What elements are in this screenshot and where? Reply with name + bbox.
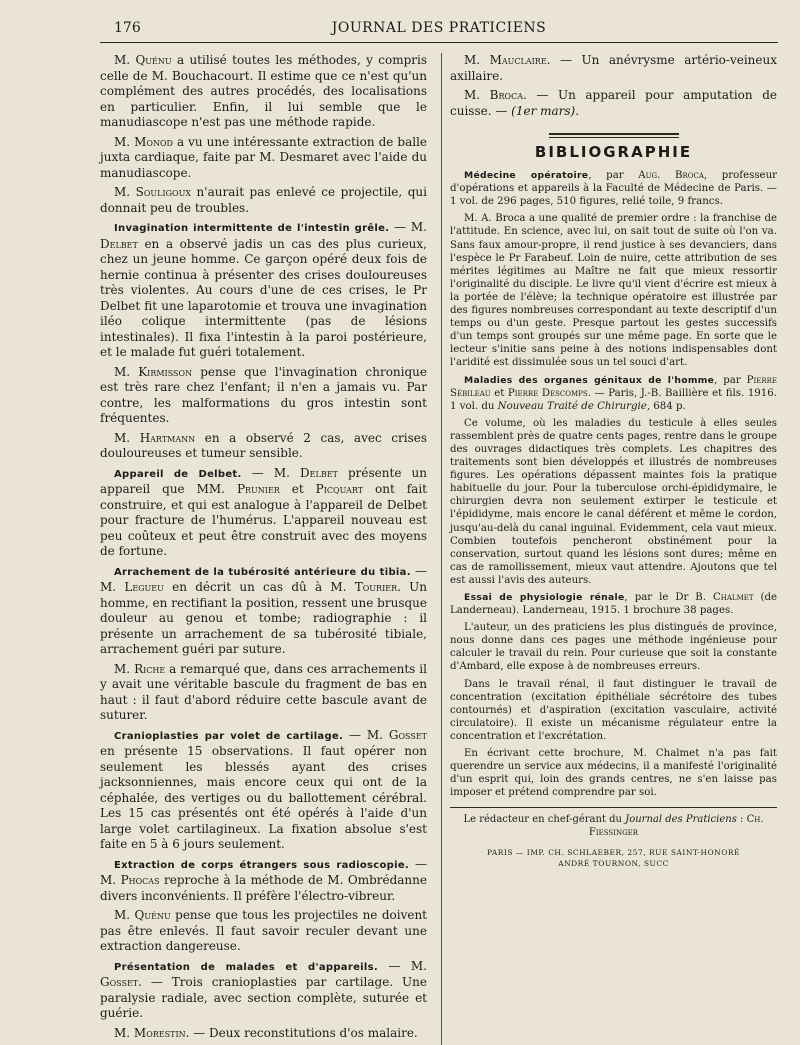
section-heading: Invagination intermittente de l'intestin grêle. — [114, 223, 390, 234]
book-review: En écrivant cette brochure, M. Chalmet n'a pas fait querendre un service aux médecins, il a manifesté l'originalité d'un esprit qui, loin des grands centres, ne s'en laisse pas imposer et prétend comprendre par soi. — [450, 748, 777, 799]
paragraph: M. Souligoux n'aurait pas enlevé ce projectile, qui donnait peu de troubles. — [100, 185, 427, 215]
section-paragraph: Cranioplasties par volet de cartilage. — M. Gosset en présente 15 observations. Il faut opérer non seulement les blessés ayant des crises jacksonniennes, mais encore ceux qui ont de la céphalée, des vertiges ou du ballottement cérébral. Les 15 cas présentés ont été opérés à l'aide d'un large volet cartilagineux. La fixation absolue s'est faite en 5 à 6 jours seulement. — [100, 727, 427, 851]
book-title: Essai de physiologie rénale — [464, 592, 625, 603]
book-review: M. A. Broca a une qualité de premier ordre : la franchise de l'attitude. En science, avec lui, on sait tout de suite où l'on va. Sans faux amour-propre, il rend justice à ses devanciers, dans l'espèce le Pr Farabeuf. Loin de nuire, cette attribution de ses mérites légitimes au Maître ne fait que mieux ressortir l'originalité du disciple. Le livre qu'il vient d'écrire est mieux à la portée de l'élève; la technique opératoire est illustrée par des figures nombreuses correspondant au texte descriptif d'un temps ou d'un geste. Presque partout les gestes successifs d'un temps sont groupés sur une même page. En sorte que le lecteur s'initie sans peine à des notions indispensables dont l'aridité est dissimulée sous un tel souci d'art. — [450, 213, 777, 369]
paragraph: M. Mauclaire. — Un anévrysme artério-veineux axillaire. — [450, 53, 777, 83]
paragraph: M. Hartmann en a observé 2 cas, avec crises douloureuses et tumeur sensible. — [100, 430, 427, 460]
paragraph: M. Morestin. — Deux reconstitutions d'os malaire. — [114, 1025, 418, 1040]
book-entry: Maladies des organes génitaux de l'homme, par Pierre Sébileau et Pierre Descomps. — Paris, J.-B. Baillière et fils. 1916. 1 vol. du Nouveau Traité de Chirurgie, 684 p. — [450, 374, 777, 412]
book-entry: Essai de physiologie rénale, par le Dr B. Chalmet (de Landerneau). Landerneau, 1915. 1 brochure 38 pages. — [450, 592, 777, 617]
paragraph: M. Riche a remarqué que, dans ces arrachements il y avait une véritable bascule du fragment de bas en haut : il faut d'abord réduire cette bascule avant de suturer. — [100, 661, 427, 722]
right-column — [441, 53, 777, 1045]
page-header — [100, 18, 778, 43]
paragraph: M. Kirmisson pense que l'invagination chronique est très rare chez l'enfant; il n'en a jamais vu. Par contre, les malformations du gros intestin sont fréquentes. — [100, 364, 428, 425]
paragraph: M. Broca. — Un appareil pour amputation de cuisse. — (1er mars). — [450, 88, 777, 118]
book-review: Ce volume, où les maladies du testicule à elles seules rassemblent près de quatre cents pages, rentre dans le groupe des ouvrages didactiques très complets. Les chapitres des traitements sont bien développés et illustrés de nombreuses figures. Les opérations dépassent maintes fois la pratique habituelle du jour. Pour la tuberculose orchi-épididymaire, le chirurgien devra non seulement extirper le testicule et l'épididyme, mais encore le canal déférent et même le cordon, jusqu'au-delà du canal inguinal. Evidemment, cela vaut mieux. Combien toutefois pencheront obstinément pour la conservation, surtout quand les lésions sont dures; même en cas de ramollissement, mieux vaut attendre. Ajoutons que tel est aussi l'avis des auteurs. — [450, 417, 777, 586]
section-heading: Extraction de corps étrangers sous radioscopie. — [114, 859, 410, 871]
section-heading: Appareil de Delbet. — [114, 468, 242, 480]
book-review: Dans le travail rénal, il faut distinguer le travail de concentration (excitation épithéliale sécrétoire des tubes contournés) et d'aspiration (excitation vasculaire, activité circulatoire). Il existe un mécanisme régulateur entre la concentration et l'excrétation. — [450, 678, 777, 742]
bibliography-title: BIBLIOGRAPHIE — [534, 143, 693, 161]
book-review: L'auteur, un des praticiens les plus distingués de province, nous donne dans ces pages une méthode ingénieuse pour calculer le travail du rein. Pour curieuse que soit la constante d'Ambard, elle expose à de nombreuses erreurs. — [450, 622, 777, 673]
paragraph: M. Quénu pense que tous les projectiles ne doivent pas être enlevés. Il faut savoir reculer devant une extraction dangereuse. — [100, 908, 428, 953]
section-paragraph: Invagination intermittente de l'intestin grêle. — M. Delbet en a observé jadis un cas des plus curieux, chez un jeune homme. Ce garçon opéré deux fois de hernie continua à présenter des crises douloureuses très violentes. Au cours d'une de ces crises, le Pr Delbet fit une laparotomie et trouva une invagination iléo colique intermittente (pas de lésions intestinales). Il fixa l'intestin à la paroi postérieure, et le malade fut guéri totalement. — [100, 220, 427, 359]
section-heading: Cranioplasties par volet de cartilage. — [114, 730, 344, 742]
footer — [450, 807, 777, 869]
section-paragraph: Appareil de Delbet. — M. Delbet présente un appareil que MM. Prunier et Picquart ont fait construire, et qui est analogue à l'appareil de Delbet pour fracture de l'humérus. L'appareil nouveau est peu coûteux et peut être construit avec des moyens de fortune. — [100, 465, 427, 558]
section-paragraph: Extraction de corps étrangers sous radioscopie. — M. Phocas reproche à la méthode de M. Ombrédanne divers inconvénients. Il préfère l'électro-vibreur. — [100, 856, 427, 903]
section-heading: Arrachement de la tubérosité antérieure du tibia. — [114, 566, 411, 578]
journal-title: JOURNAL DES PRATICIENS — [331, 20, 547, 36]
book-entry: Médecine opératoire, par Aug. Broca, professeur d'opérations et appareils à la Faculté de Médecine de Paris. — 1 vol. de 296 pages, 510 figures, relié toile, 9 francs. — [450, 170, 778, 208]
editor-line: Le rédacteur en chef-gérant du Journal des Praticiens : Ch. Fiessinger — [463, 814, 764, 839]
paragraph: M. Quénu a utilisé toutes les méthodes, y compris celle de M. Bouchacourt. Il estime que ce n'est qu'un complément des autres procédés, des localisations en particulier. Enfin, il lui semble que le manudiascope n'est pas une méthode rapide. — [100, 53, 427, 129]
left-column — [100, 53, 427, 1045]
section-heading: Présentation de malades et d'appareils. — [114, 961, 378, 973]
book-title: Maladies des organes génitaux de l'homme — [464, 374, 715, 386]
page-number: 176 — [114, 20, 141, 36]
printer-imprint: PARIS — IMP. CH. SCHLAEBER, 257, RUE SAINT-HONORÉ ANDRÉ TOURNON, SUCC — [486, 848, 741, 869]
divider — [549, 133, 679, 138]
paragraph: M. Monod a vu une intéressante extraction de balle juxta cardiaque, faite par M. Desmaret avec l'aide du manudiascope. — [100, 134, 428, 180]
book-title: Médecine opératoire — [464, 170, 589, 182]
section-paragraph: Présentation de malades et d'appareils. — M. Gosset. — Trois cranioplasties par cartilage. Une paralysie radiale, avec section complète, suturée et guérie. — [100, 958, 428, 1020]
section-paragraph: Arrachement de la tubérosité antérieure du tibia. — M. Legueu en décrit un cas dû à M. Tourier. Un homme, en rectifiant la position, ressent une brusque douleur au genou et tombe; radiographie : il présente un arrachement de sa tubérosité tibiale, arrachement guéri par suture. — [100, 563, 427, 656]
